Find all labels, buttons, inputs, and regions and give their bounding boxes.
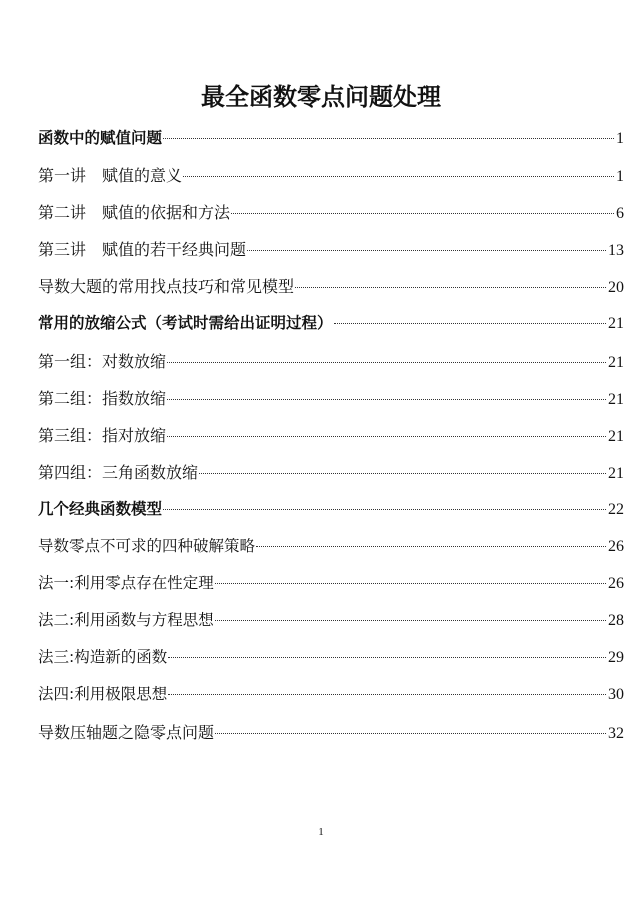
- toc-entry[interactable]: [38, 491, 624, 528]
- toc-entry[interactable]: [38, 565, 624, 602]
- toc-entry-label: 函数中的赋值问题: [38, 129, 163, 147]
- toc-entry-page: 22: [608, 500, 624, 518]
- toc-entry-page: 21: [608, 390, 624, 408]
- toc-leader-dots: [199, 473, 606, 474]
- toc-entry-page: 1: [616, 130, 624, 147]
- toc-entry-label: 法四:利用极限思想: [38, 685, 168, 704]
- toc-entry-label: 法三:构造新的函数: [38, 648, 168, 667]
- toc-leader-dots: [215, 620, 606, 621]
- table-of-contents: [38, 120, 624, 751]
- toc-entry[interactable]: [38, 417, 624, 454]
- toc-entry-page: 29: [608, 649, 624, 667]
- toc-entry-page: 26: [608, 575, 624, 593]
- toc-entry-label: 几个经典函数模型: [38, 499, 163, 518]
- toc-leader-dots: [163, 509, 606, 510]
- toc-entry[interactable]: [38, 676, 624, 713]
- toc-leader-dots: [215, 583, 606, 584]
- toc-entry-page: 20: [608, 279, 624, 297]
- toc-entry[interactable]: [38, 714, 624, 751]
- toc-entry-label: 导数压轴题之隐零点问题: [38, 722, 215, 742]
- toc-entry[interactable]: [38, 343, 624, 380]
- toc-entry-label: 第一组：对数放缩: [38, 351, 167, 371]
- toc-entry[interactable]: [38, 194, 624, 231]
- toc-entry-page: 1: [616, 168, 624, 186]
- toc-entry-page: 30: [608, 686, 624, 704]
- toc-leader-dots: [167, 362, 606, 363]
- toc-leader-dots: [167, 399, 606, 400]
- toc-leader-dots: [168, 657, 606, 658]
- toc-entry-label: 第四组：三角函数放缩: [38, 462, 199, 482]
- toc-leader-dots: [256, 546, 606, 547]
- toc-entry-page: 21: [608, 427, 624, 445]
- toc-entry[interactable]: [38, 528, 624, 565]
- toc-leader-dots: [183, 176, 614, 177]
- toc-entry[interactable]: [38, 602, 624, 639]
- toc-entry-label: 第二讲 赋值的依据和方法: [38, 203, 231, 223]
- toc-entry-page: 21: [608, 353, 624, 371]
- toc-entry[interactable]: [38, 639, 624, 676]
- toc-entry-page: 21: [608, 464, 624, 482]
- document-title: 最全函数零点问题处理: [201, 83, 441, 111]
- toc-leader-dots: [247, 250, 606, 251]
- toc-entry-label: 法二:利用函数与方程思想: [38, 611, 214, 630]
- toc-entry-label: 导数零点不可求的四种破解策略: [38, 537, 256, 556]
- toc-entry[interactable]: [38, 120, 624, 157]
- toc-entry[interactable]: [38, 231, 624, 268]
- toc-entry-label: 导数大题的常用找点技巧和常见模型: [38, 277, 295, 297]
- toc-leader-dots: [215, 733, 606, 734]
- toc-entry-label: 法一:利用零点存在性定理: [38, 574, 214, 593]
- toc-entry-page: 13: [608, 242, 624, 260]
- toc-entry-label: 第三讲 赋值的若干经典问题: [38, 240, 247, 260]
- toc-entry[interactable]: [38, 157, 624, 194]
- toc-entry[interactable]: [38, 268, 624, 305]
- toc-entry-page: 26: [608, 538, 624, 556]
- toc-leader-dots: [295, 287, 606, 288]
- toc-entry-page: 6: [616, 205, 624, 223]
- toc-entry-page: 32: [608, 724, 624, 742]
- toc-entry[interactable]: [38, 380, 624, 417]
- page-number: 1: [318, 826, 324, 838]
- toc-leader-dots: [231, 213, 614, 214]
- toc-leader-dots: [334, 323, 606, 324]
- toc-entry-label: 第一讲 赋值的意义: [38, 166, 183, 186]
- toc-entry-page: 21: [608, 315, 624, 333]
- toc-leader-dots: [167, 436, 606, 437]
- toc-entry[interactable]: [38, 305, 624, 342]
- toc-entry[interactable]: [38, 454, 624, 491]
- toc-entry-label: 第二组：指数放缩: [38, 388, 167, 408]
- toc-leader-dots: [163, 138, 614, 139]
- toc-entry-page: 28: [608, 612, 624, 630]
- toc-leader-dots: [168, 694, 606, 695]
- toc-entry-label: 第三组：指对放缩: [38, 425, 167, 445]
- toc-entry-label: 常用的放缩公式（考试时需给出证明过程）: [38, 314, 333, 333]
